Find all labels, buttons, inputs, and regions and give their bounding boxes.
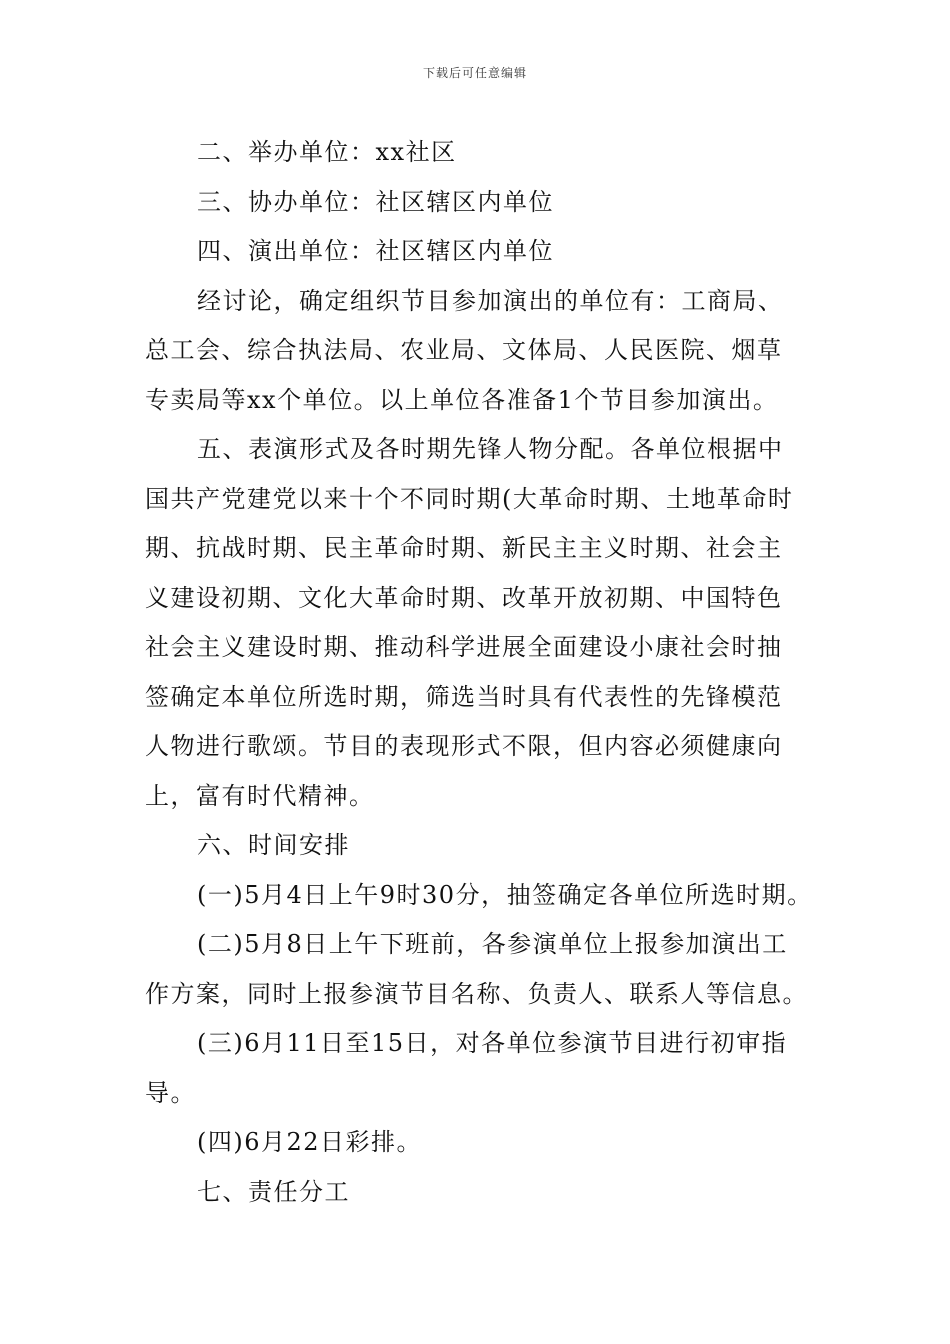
text-line: 期、抗战时期、民主革命时期、新民主主义时期、社会主 — [145, 534, 783, 562]
paragraph-organizer — [145, 128, 815, 178]
text-line: (四)6月22日彩排。 — [197, 1128, 423, 1156]
text-line: 五、表演形式及各时期先锋人物分配。各单位根据中 — [197, 435, 784, 463]
schedule-item-4 — [145, 1118, 815, 1168]
text-line: 专卖局等xx个单位。以上单位各准备1个节目参加演出。 — [145, 385, 779, 414]
schedule-item-2 — [145, 920, 815, 1019]
text-line: 作方案，同时上报参演节目名称、负责人、联系人等信息。 — [145, 979, 808, 1008]
text-line: 七、责任分工 — [197, 1177, 350, 1206]
text-line: (一)5月4日上午9时30分，抽签确定各单位所选时期。 — [197, 880, 813, 909]
paragraph-participants — [145, 277, 815, 426]
text-line: 社会主义建设时期、推动科学进展全面建设小康社会时抽 — [145, 633, 783, 661]
document-body — [145, 128, 815, 1217]
text-line: 上，富有时代精神。 — [145, 781, 375, 810]
text-line: 经讨论，确定组织节目参加演出的单位有：工商局、 — [197, 286, 784, 315]
text-line: (三)6月11日至15日，对各单位参演节目进行初审指 — [197, 1029, 788, 1057]
section-heading-responsibilities — [145, 1168, 815, 1218]
text-line: 签确定本单位所选时期，筛选当时具有代表性的先锋模范 — [145, 682, 783, 711]
paragraph-co-organizer — [145, 178, 815, 228]
page-header: 下载后可任意编辑 — [422, 66, 527, 80]
paragraph-performer — [145, 227, 815, 277]
schedule-item-1 — [145, 871, 815, 921]
text-line: 导。 — [145, 1078, 196, 1107]
text-line: 总工会、综合执法局、农业局、文体局、人民医院、烟草 — [145, 336, 783, 364]
text-line: 三、协办单位：社区辖区内单位 — [197, 187, 554, 216]
text-line: 二、举办单位：xx社区 — [197, 138, 457, 166]
section-heading-schedule — [145, 821, 815, 871]
paragraph-performance-form — [145, 425, 815, 821]
text-line: 义建设初期、文化大革命时期、改革开放初期、中国特色 — [145, 583, 783, 612]
text-line: (二)5月8日上午下班前，各参演单位上报参加演出工 — [197, 930, 788, 958]
text-line: 六、时间安排 — [197, 831, 350, 859]
schedule-item-3 — [145, 1019, 815, 1118]
text-line: 四、演出单位：社区辖区内单位 — [197, 237, 554, 265]
text-line: 国共产党建党以来十个不同时期(大革命时期、土地革命时 — [145, 484, 794, 513]
text-line: 人物进行歌颂。节目的表现形式不限，但内容必须健康向 — [145, 732, 783, 760]
